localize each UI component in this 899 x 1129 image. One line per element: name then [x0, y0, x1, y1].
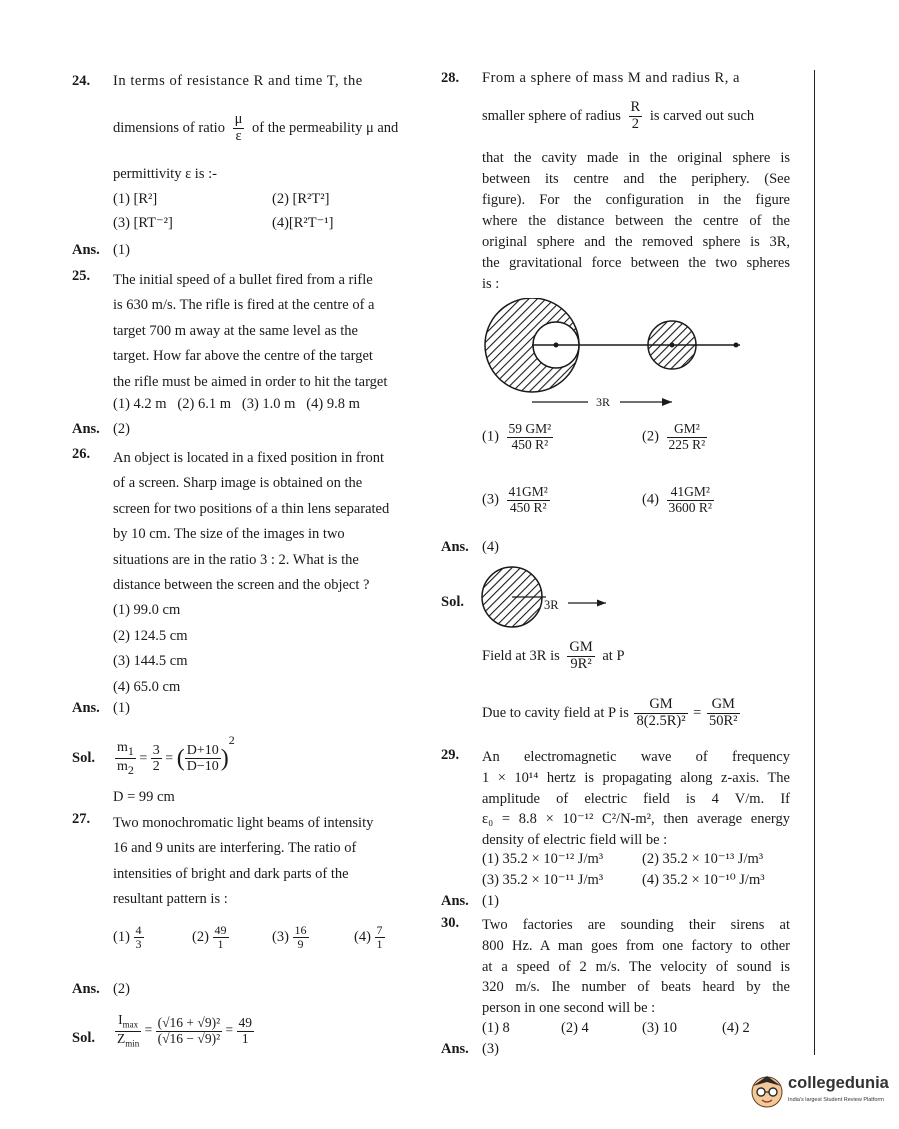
q27-option-4: (4) $\frac{7}{1}$: [354, 923, 383, 952]
q28-cavity-line: Due to cavity field at P is $\frac{GM}{\text{8(2.5R)²}}$ = $\frac{GM}{\text{50R²}}$: [482, 696, 738, 729]
solution-arrow-head: [597, 600, 606, 607]
q28-answer: (4): [482, 539, 499, 555]
q28-field-line: Field at 3R is $\frac{GM}{\text{9R²}}$ at P: [482, 639, 625, 672]
q24-option-3: (3) [RT⁻²]: [113, 215, 173, 231]
q25-ans-label: Ans.: [72, 421, 100, 437]
q27-sol-label: Sol.: [72, 1030, 95, 1046]
q27-option-2: (2) $\frac{49}{1}$: [192, 923, 227, 952]
q27-answer: (2): [113, 981, 130, 997]
q27-solution-formula: $\frac{I_{max}}{Z_{min}}$ = $\frac{\text{(√16 + √9)²}}{\text{(√16 − √9)²}}$ = $\frac{49}{1}$: [117, 1012, 252, 1049]
q26-ans-label: Ans.: [72, 700, 100, 716]
q26-solution-formula: $\frac{m_1}{m_2}$ = $\frac{3}{2}$ = ( $\frac{D+10}{D-10}$ )$^2$: [117, 733, 235, 778]
q27-number: 27.: [72, 811, 91, 827]
q30-text: Two factories are sounding their sirens at 800 Hz. A man goes from one factory to other at a speed of 2 m/s. The velocity of sound is 320 m/s. Ihe number of beats heard by the person in one second will be :: [482, 917, 790, 1017]
q30-option-1: (1) 8: [482, 1020, 510, 1036]
q25-text: The initial speed of a bullet fired from a rifle is 630 m/s. The rifle is fired at the centre of a target 700 m away at the same level as the target. How far above the centre of the target the rifle must be aimed in order to hit the target: [113, 272, 388, 390]
logo-tagline: India's largest Student Review Platform: [788, 1097, 884, 1103]
q24-ans-label: Ans.: [72, 242, 100, 258]
q28-text: that the cavity made in the original sphere is between its centre and the periphery. (See figure). For the configuration in the figure where the distance between the centre of the original sphere and the removed sphere is 3R, the gravitational force between the two spheres is :: [482, 150, 790, 292]
q28-number: 28.: [441, 70, 460, 86]
q26-number: 26.: [72, 446, 91, 462]
q25-answer: (2): [113, 421, 130, 437]
q27-option-1: (1) $\frac{4}{3}$: [113, 923, 142, 952]
q30-ans-label: Ans.: [441, 1041, 469, 1057]
q30-answer: (3): [482, 1041, 499, 1057]
q28-option-4: (4) $\frac{\text{41GM²}}{\text{3600 R²}}$: [642, 484, 712, 515]
q25-options: (1) 4.2 m (2) 6.1 m (3) 1.0 m (4) 9.8 m: [113, 396, 360, 412]
end-point: [734, 343, 739, 348]
q28-sol-label: Sol.: [441, 594, 464, 610]
q24-option-1: (1) [R²]: [113, 191, 158, 207]
q30-option-4: (4) 2: [722, 1020, 750, 1036]
q30-option-3: (3) 10: [642, 1020, 678, 1036]
q24-answer: (1): [113, 242, 130, 258]
q28-option-2: (2) $\frac{\text{GM²}}{\text{225 R²}}$: [642, 421, 706, 452]
q30-option-2: (2) 4: [561, 1020, 589, 1036]
q28-ans-label: Ans.: [441, 539, 469, 555]
q28-line1: From a sphere of mass M and radius R, a: [482, 70, 740, 86]
q24-number: 24.: [72, 73, 91, 89]
distance-label: 3R: [596, 395, 611, 409]
q27-text: Two monochromatic light beams of intensity 16 and 9 units are interfering. The ratio of intensities of bright and dark parts of the resultant pattern is :: [113, 815, 374, 908]
q30-number: 30.: [441, 915, 460, 931]
q24-option-2: (2) [R²T²]: [272, 191, 330, 207]
q28-sphere-figure: [478, 298, 778, 413]
q24-line3: permittivity ε is :-: [113, 166, 217, 182]
q29-option-1: (1) 35.2 × 10⁻¹² J/m³: [482, 851, 604, 867]
q29-answer: (1): [482, 893, 499, 909]
q29-option-4: (4) 35.2 × 10⁻¹⁰ J/m³: [642, 872, 765, 888]
q24-option-4: (4)[R²T⁻¹]: [272, 215, 334, 231]
q27-option-3: (3) $\frac{16}{9}$: [272, 923, 307, 952]
q26-solution-result: D = 99 cm: [113, 789, 175, 805]
q26-option-3: (3) 144.5 cm: [113, 653, 188, 670]
q27-ans-label: Ans.: [72, 981, 100, 997]
q28-option-3: (3) $\frac{\text{41GM²}}{\text{450 R²}}$: [482, 484, 548, 515]
q28-solution-figure: [480, 565, 620, 645]
q28-line2: smaller sphere of radius $\frac{R}{2}$ is carved out such: [482, 99, 755, 132]
arrow-head: [662, 398, 672, 406]
q29-number: 29.: [441, 747, 460, 763]
q28-option-1: (1) $\frac{\text{59 GM²}}{\text{450 R²}}$: [482, 421, 552, 452]
q26-sol-label: Sol.: [72, 750, 95, 766]
column-divider: [814, 70, 815, 1055]
q29-option-3: (3) 35.2 × 10⁻¹¹ J/m³: [482, 872, 604, 888]
q26-option-2: (2) 124.5 cm: [113, 627, 188, 644]
q24-line2: dimensions of ratio $\frac{\mu}{\varepsilon}$ of the permeability μ and: [113, 111, 399, 144]
q26-answer: (1): [113, 700, 130, 716]
q29-option-2: (2) 35.2 × 10⁻¹³ J/m³: [642, 851, 764, 867]
logo-wordmark: collegedunia: [788, 1074, 889, 1092]
q26-option-4: (4) 65.0 cm: [113, 678, 181, 695]
q25-number: 25.: [72, 268, 91, 284]
mascot-icon: [748, 1070, 786, 1110]
q24-line1: In terms of resistance R and time T, the: [113, 73, 363, 89]
q26-option-1: (1) 99.0 cm: [113, 602, 181, 619]
q26-text: An object is located in a fixed position in front of a screen. Sharp image is obtained on the screen for two positions of a thin lens separated by 10 cm. The size of the images in two situations are in the ratio 3 : 2. What is the distance between the screen and the object ? (1) 99.0 cm (2) 124.5 cm (3) 144.5 cm (4) 65.0 cm: [113, 446, 421, 700]
q29-ans-label: Ans.: [441, 893, 469, 909]
collegedunia-logo[interactable]: [748, 1070, 894, 1114]
q29-text: An electromagnetic wave of frequency 1 × 10¹⁴ hertz is propagating along z-axis. The amplitude of electric field is 4 V/m. If ε₀ = 8.8 × 10⁻¹² C²/N-m², then average energy density of electric field will be :: [482, 749, 790, 849]
solution-distance-label: 3R: [544, 598, 559, 612]
